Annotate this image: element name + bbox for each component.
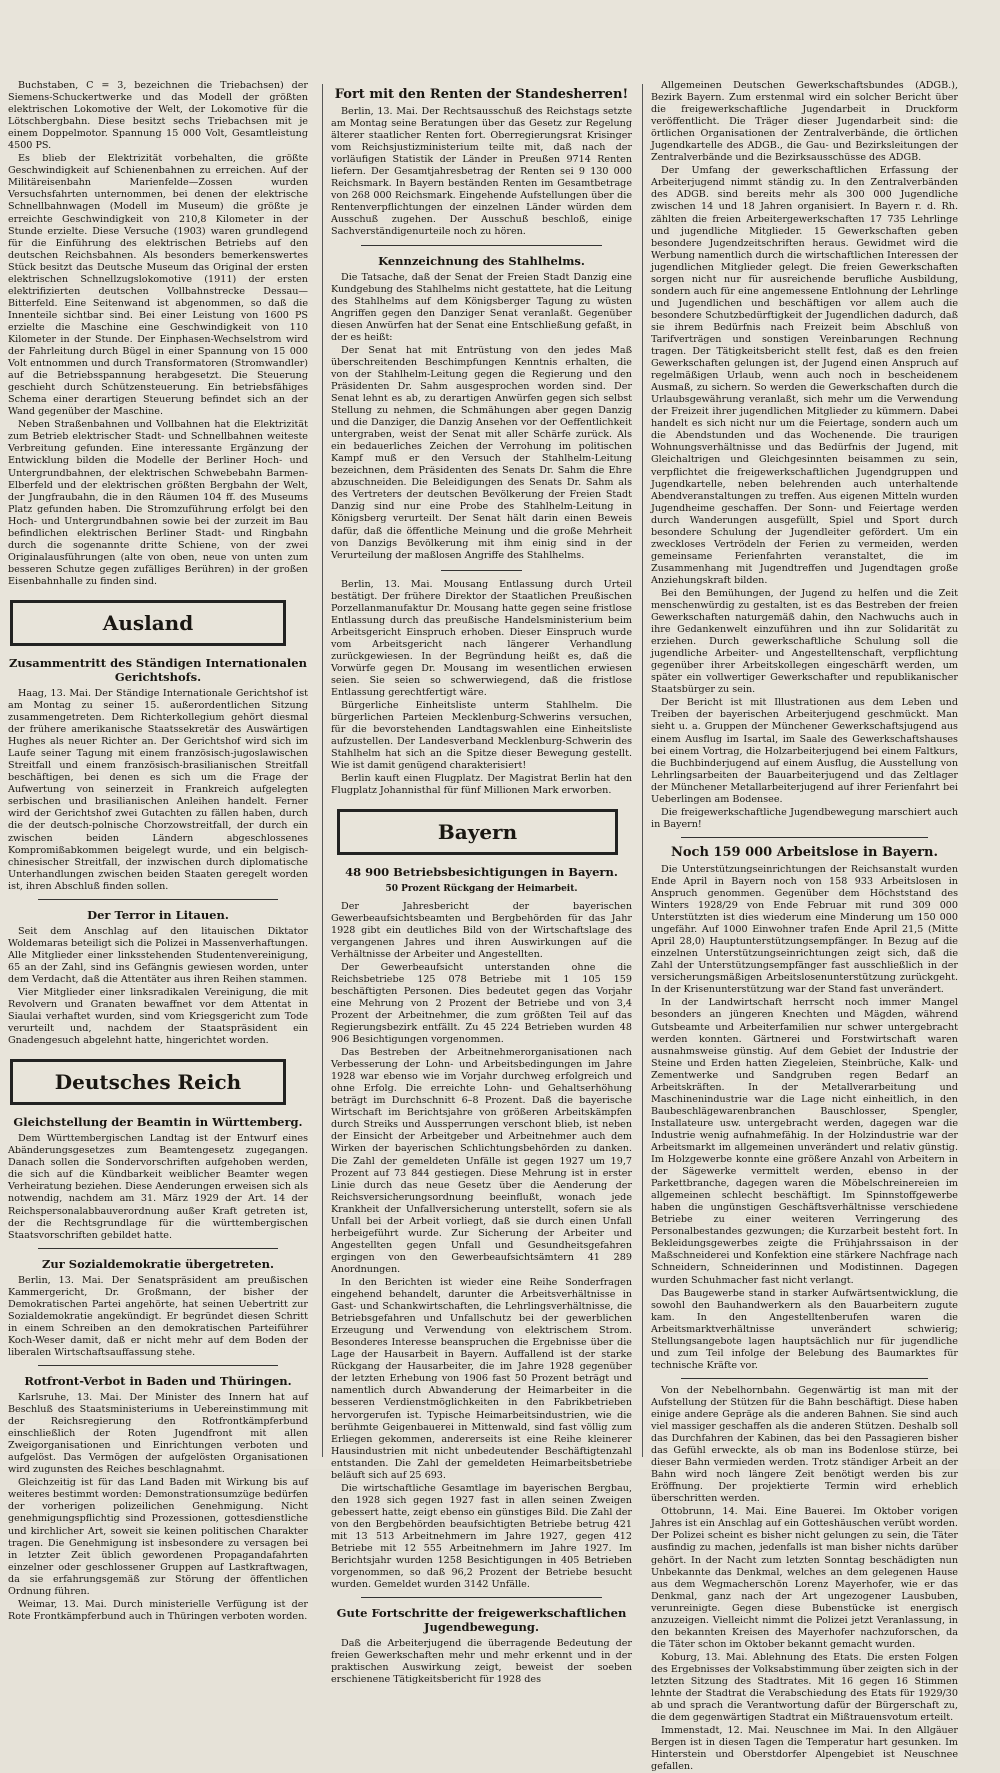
paragraph: Es blieb der Elektrizität vorbehalten, die größte Geschwindigkeit auf Schienenbahnen zu erreichen. Auf der Militäreisenbahn Marienfelde—Zossen wurden Versuchsfahrten unternommen, bei denen der elektrische Schnellbahnwagen (Modell im Museum) die größte je erreichte Geschwindigkeit von 210,8 Kilometer in der Stunde erzielte. Diese Versuche (1903) waren grundlegend für die Einführung des elektrischen Betriebs auf den deutschen Reichsbahnen. Als besonders bemerkenswertes Stück besitzt das Deutsche Museum das Original der ersten elektrischen Schnellzugslokomotive (1911) der ersten elektrifizierten deutschen Vollbahnstrecke Dessau—Bitterfeld. Eine Seitenwand ist abgenommen, so daß die Innenteile sichtbar sind. Bei einer Leistung von 1600 PS erzielte die Maschine eine Geschwindigkeit von 110 Kilometer in der Stunde. Der Einphasen-Wechselstrom wird der Fahrleitung durch Bügel in einer Spannung von 15 000 Volt entnommen und durch Transformatoren (Stromwandler) auf die Betriebsspannung herabgesetzt. Die Steuerung geschieht durch Schützensteuerung. Ein betriebsfähiges Schema einer derartigen Steuerung befindet sich an der Wand gegenüber der Maschine.	[8, 153, 308, 418]
paragraph: Die freigewerkschaftliche Jugendbewegung marschiert auch in Bayern!	[651, 806, 958, 830]
article-title: 48 900 Betriebsbesichtigungen in Bayern.	[345, 865, 618, 880]
paragraph: Die Unterstützungseinrichtungen der Reichsanstalt wurden Ende April in Bayern noch von 158 933 Arbeitslosen in Anspruch genommen. Gegenüber dem Höchststand des Winters 1928/29 von Ende Februar mit rund 309 000 Unterstützten ist dies wiederum eine Minderung um 150 000 ungefähr. Auf 1000 Einwohner trafen Ende April 21,5 (Mitte April 28,0) Hauptunterstützungsempfänger. In Bezug auf die einzelnen Unterstützungseinrichtungen zeigt sich, daß die Zahl der Unterstützungsempfänger fast ausschließlich in der versicherungsmäßigen Arbeitslosenunterstützung zurückgeht. In der Krisenunterstützung war der Stand fast unverändert.	[651, 863, 958, 996]
paragraph: Bei den Bemühungen, der Jugend zu helfen und die Zeit menschenwürdig zu gestalten, ist es das Bestreben der freien Gewerkschaften naturgemäß dahin, den Nachwuchs auch in ihre Gedankenwelt einzuführen und ihn zur Solidarität zu erziehen. Durch gewerkschaftliche Schulung soll die jugendliche Arbeiter- und Angestelltenschaft, verpflichtung gegenüber ihrer Arbeitskollegen eingeschärft werden, um später ein vollwertiger Gewerkschafter und republikanischer Staatsbürger zu sein.	[651, 587, 958, 696]
paragraph: Der Bericht ist mit Illustrationen aus dem Leben und Treiben der bayerischen Arbeiterjugend geschmückt. Man sieht u. a. Gruppen der Münchener Gewerkschaftsjugend aus einem Ausflug im Isartal, im Saale des Gewerkschaftshauses bei einem Vortrag, die Holzarbeiterjugend bei einem Faltkurs, die Buchbinderjugend auf einem Ausflug, die Ausstellung von Lehrlingsarbeiten der Bauarbeiterjugend und das Zeltlager der Münchener Metallarbeiterjugend auf ihrer Ferienfahrt bei Ueberlingen am Bodensee.	[651, 697, 958, 805]
paragraph: Koburg, 13. Mai. Ablehnung des Etats. Die ersten Folgen des Ergebnisses der Volksabstimmung über zeigten sich in der letzten Sitzung des Stadtrates. Mit 16 gegen 16 Stimmen lehnte der Stadtrat die Verabschiedung des Etats für 1929/30 ab und sprach die Verantwortung dafür der Bürgerschaft zu, die dem gegenwärtigen Stadtrat ein Mißtrauensvotum erteilt.	[651, 1651, 958, 1724]
section-heading-bayern: Bayern	[337, 809, 618, 855]
paragraph: Allgemeinen Deutschen Gewerkschaftsbundes (ADGB.), Bezirk Bayern. Zum erstenmal wird ein solcher Bericht über die freigewerkschaftliche Jugendarbeit in Druckform veröffentlicht. Die Träger dieser Jugendarbeit sind: die örtlichen Organisationen der Zentralverbände, die örtlichen Jugendkartelle des ADGB., die Gau- und Bezirksleitungen der Zentralverbände und die Bezirksausschüsse des ADGB.	[651, 80, 958, 164]
paragraph: Die wirtschaftliche Gesamtlage im bayerischen Bergbau, den 1928 sich gegen 1927 fast in allen seinen Zweigen gebessert hatte, zeigt ebenso ein günstiges Bild. Die Zahl der von den Bergbehörden beaufsichtigten Betriebe betrug 421 mit 13 513 Arbeitnehmern im Jahre 1927, gegen 412 Betriebe mit 12 555 Arbeitnehmern im Jahre 1927. Im Berichtsjahr wurden 1258 Besichtigungen in 405 Betrieben vorgenommen, so daß 96,2 Prozent der Betriebe besucht wurden. Gemeldet wurden 3142 Unfälle.	[331, 1482, 632, 1591]
paragraph: Von der Nebelhornbahn. Gegenwärtig ist man mit der Aufstellung der Stützen für die Bahn beschäftigt. Diese haben einige andere Gepräge als die anderen Bahnen. Sie sind auch viel massiger geschaffen als die anderen Stützen. Deshalb soll das Durchfahren der Kabinen, das bei den Passagieren bisher das Gefühl erweckte, als ob man ins Bodenlose stürze, bei dieser Bahn vermieden werden. Trotz ständiger Arbeit an der Bahn wird noch längere Zeit benötigt werden bis zur Eröffnung. Der projektierte Termin wird erheblich überschritten werden.	[651, 1384, 958, 1505]
paragraph: Der Umfang der gewerkschaftlichen Erfassung der Arbeiterjugend nimmt ständig zu. In den Zentralverbänden des ADGB. sind bereits mehr als 300 000 Jugendliche zwischen 14 und 18 Jahren organisiert. In Bayern r. d. Rh. zählten die freien Arbeitergewerkschaften 17 735 Lehrlinge und jugendliche Mitglieder. 15 Gewerkschaften geben besondere Jugendzeitschriften heraus. Gewidmet wird die Werbung namentlich durch die wirtschaftlichen Interessen der jugendlichen Mitglieder gelegt. Die freien Gewerkschaften sorgen nicht nur für ausreichende berufliche Ausbildung, sondern auch für eine angemessene Entlohnung der Lehrlinge und Jugendlichen und beschäftigen vor allem auch die besondere Schutzbedürftigkeit der Jugendlichen dadurch, daß sie ihrem Bedürfnis nach Freizeit beim Abschluß von Tarifverträgen und sonstigen Vereinbarungen Rechnung tragen. Der Tätigkeitsbericht stellt fest, daß es den freien Gewerkschaften gelungen ist, der Jugend einen Anspruch auf regelmäßigen Urlaub, wenn auch noch in bescheidenem Ausmaß, zu sichern. So werden die Gewerkschaften durch die Urlaubsgewährung veranlaßt, sich mehr um die Verwendung der Freizeit ihrer jugendlichen Mitglieder zu kümmern. Dabei handelt es sich nicht nur um die Feiertage, sondern auch um die Abendstunden und das Wochenende. Die traurigen Wohnungsverhältnisse und das Bedürfnis der Jugend, mit Gleichaltrigen und Gleichgesinnten beisammen zu sein, verpflichtet die freigewerkschaftlichen Jugendgruppen und Jugendkartelle, neben belehrenden auch unterhaltende Abendveranstaltungen zu treffen. Aus eigenen Mitteln wurden Jugendheime geschaffen. Der Sonn- und Feiertage werden durch Wanderungen ausgefüllt, Spiel und Sport durch besondere Schulung der Jugendleiter gefördert. Um ein zweckloses Vertrödeln der Ferien zu vermeiden, werden gemeinsame Ferienfahrten veranstaltet, die im Zusammenhang mit Jugendtreffen und Jugendtagen große Anziehungskraft bilden.	[651, 165, 958, 586]
paragraph: Berlin kauft einen Flugplatz. Der Magistrat Berlin hat den Flugplatz Johannisthal für fünf Millionen Mark erworben.	[331, 773, 632, 797]
article-title: Kennzeichnung des Stahlhelms.	[378, 253, 585, 268]
divider	[38, 1248, 278, 1249]
paragraph: Bürgerliche Einheitsliste unterm Stahlhelm. Die bürgerlichen Parteien Mecklenburg-Schwerins versuchen, für die bevorstehenden Landtagswahlen eine Einheitsliste aufzustellen. Der Landesverband Mecklenburg-Schwerin des Stahlhelm hat sich an die Spitze dieser Bewegung gestellt. Wie ist damit genügend charakterisiert!	[331, 700, 632, 772]
paragraph: Gleichzeitig ist für das Land Baden mit Wirkung bis auf weiteres bestimmt worden: Demonstrationsumzüge bedürfen der vorherigen polizeilichen Genehmigung. Nicht genehmigungspflichtig sind Prozessionen, gottesdienstliche und kirchlicher Art, soweit sie keinen politischen Charakter tragen. Die Genehmigung ist insbesondere zu versagen bei in letzter Zeit üblich gewordenen Propagandafahrten einzelner oder geschlossener Gruppen auf Lastkraftwagen, da sie erfahrungsgemäß zur Störung der öffentlichen Ordnung führen.	[8, 1477, 308, 1597]
divider	[361, 1597, 602, 1598]
paragraph: Daß die Arbeiterjugend die überragende Bedeutung der freien Gewerkschaften mehr und mehr erkennt und in der praktischen Auswirkung zeigt, beweist der soeben erschienene Tätigkeitsbericht für 1928 des	[331, 1638, 632, 1686]
paragraph: Neben Straßenbahnen und Vollbahnen hat die Elektrizität zum Betrieb elektrischer Stadt- und Schnellbahnen weiteste Verbreitung gefunden. Eine interessante Ergänzung der Entwicklung bilden die Modelle der Berliner Hoch- und Untergrundbahnen, der elektrischen Schwebebahn Barmen-Elberfeld und der elektrischen größten Bergbahn der Welt, der Jungfraubahn, die in den Räumen 104 ff. des Museums Platz gefunden haben. Die Stromzuführung erfolgt bei den Hoch- und Untergrundbahnen sowie bei der zurzeit im Bau befindlichen elektrischen Berliner Stadt- und Ringbahn durch die sogenannte dritte Schiene, von der zwei Originalausführungen (alte von oben, neue von unten zum besseren Schutze gegen zufälliges Berühren) in der großen Eisenbahnhalle zu finden sind.	[8, 419, 308, 587]
article-title: Fort mit den Renten der Standesherren!	[334, 87, 629, 102]
section-heading-deutsches-reich: Deutsches Reich	[10, 1059, 286, 1105]
article-title: Rotfront-Verbot in Baden und Thüringen.	[24, 1373, 292, 1388]
paragraph: Der Jahresbericht der bayerischen Gewerbeaufsichtsbeamten und Bergbehörden für das Jahr 1928 gibt ein deutliches Bild von der Wirtschaftslage des vergangenen Jahres und ihren Auswirkungen auf die Verhältnisse der Arbeiter und Angestellten.	[331, 900, 632, 960]
column-divider	[322, 84, 323, 1457]
paragraph: Berlin, 13. Mai. Der Senatspräsident am preußischen Kammergericht, Dr. Großmann, der bisher der Demokratischen Partei angehörte, hat seinen Uebertritt zur Sozialdemokratie angekündigt. Er begründet diesen Schritt in einem Schreiben an den demokratischen Parteiführer Koch-Weser damit, daß er nicht mehr auf dem Boden der liberalen Wirtschaftsauffassung stehe.	[8, 1274, 308, 1358]
paragraph: Seit dem Anschlag auf den litauischen Diktator Woldemaras beteiligt sich die Polizei in Massenverhaftungen. Alle Mitglieder einer linksstehenden Studentenvereinigung, 65 an der Zahl, sind ins Gefängnis gewiesen worden, unter dem Verdacht, daß die Attentäter aus ihren Reihen stammen.	[8, 925, 308, 985]
article-title: Der Terror in Litauen.	[87, 907, 229, 922]
column-divider	[642, 84, 643, 1457]
divider	[681, 1378, 928, 1379]
paragraph: In den Berichten ist wieder eine Reihe Sonderfragen eingehend behandelt, darunter die Arbeitsverhältnisse in Gast- und Schankwirtschaften, die Lehrlingsverhältnisse, die Betriebsgefahren und Unfallschutz bei der gewerblichen Erzeugung und Verwendung von elektrischem Strom. Besonderes Interesse beanspruchen die Ergebnisse über die Lage der Hausarbeit in Bayern. Auffallend ist der starke Rückgang der Hausarbeiter, die im Jahre 1928 gegenüber der letzten Erhebung von 1906 fast 50 Prozent beträgt und namentlich durch Abwanderung der Heimarbeiter in die besseren Verdienstmöglichkeiten in den Fabrikbetrieben hervorgerufen ist. Typische Heimarbeitsindustrien, wie die berühmte Geigenbauerei in Mittenwald, sind fast völlig zum Erliegen gekommen, andererseits ist eine Reihe kleinerer Hausindustrien mit nicht unbedeutender Beschäftigtenzahl entstanden. Die Zahl der gemeldeten Heimarbeitsbetriebe beläuft sich auf 25 693.	[331, 1276, 632, 1481]
divider	[38, 1365, 278, 1366]
article-subtitle: 50 Prozent Rückgang der Heimarbeit.	[385, 884, 578, 895]
article-title: Gute Fortschritte der freigewerkschaftlichen Jugendbewegung.	[336, 1606, 627, 1635]
divider	[361, 245, 602, 246]
paragraph: Buchstaben, C = 3, bezeichnen die Triebachsen) der Siemens-Schuckertwerke und das Modell der größten elektrischen Lokomotive der Welt, der Lokomotive für die Lötschbergbahn. Diese besitzt sechs Triebachsen mit je einem Doppelmotor. Spannung 15 000 Volt, Gesamtleistung 4500 PS.	[8, 80, 308, 152]
column-left	[8, 80, 308, 1622]
article-title: Gleichstellung der Beamtin in Württemberg.	[13, 1115, 303, 1130]
paragraph: Weimar, 13. Mai. Durch ministerielle Verfügung ist der Rote Frontkämpferbund auch in Thüringen verboten worden.	[8, 1598, 308, 1622]
paragraph: Das Baugewerbe stand in starker Aufwärtsentwicklung, die sowohl den Bauhandwerkern als den Bauarbeitern zugute kam. In den Angestelltenberufen waren die Arbeitsmarktverhältnisse unverändert schwierig; Stellungsangebote lagen hauptsächlich nur für jugendliche und zum Teil infolge der Belebung des Baumarktes für technische Kräfte vor.	[651, 1287, 958, 1371]
column-right	[651, 80, 958, 1773]
paragraph: Karlsruhe, 13. Mai. Der Minister des Innern hat auf Beschluß des Staatsministeriums in Uebereinstimmung mit der Reichsregierung den Rotfrontkämpferbund einschließlich der Roten Jugendfront mit allen Zweigorganisationen und Einrichtungen verboten und aufgelöst. Das Vermögen der aufgelösten Organisationen wird zugunsten des Reiches beschlagnahmt.	[8, 1391, 308, 1476]
column-middle	[331, 80, 632, 1686]
paragraph: Ottobrunn, 14. Mai. Eine Bauerei. Im Oktober vorigen Jahres ist ein Anschlag auf ein Gotteshäuschen verübt worden. Der Polizei scheint es bisher nicht gelungen zu sein, die Täter ausfindig zu machen, jedenfalls ist man bisher nichts darüber gehört. In der Nacht zum letzten Sonntag beschädigten nun Unbekannte das Denkmal, welches an dem gelegenen Hause aus dem Wegmacherschön Lorenz Mayerhofer, wie er das Denkmal, ganz nach der Art ungezogener Lausbuben, verunreinigte. Gegen diese Bubenstücke ist energisch anzuzeigen. Vielleicht nimmt die Polizei jetzt Veranlassung, in den bekannten Kreisen des Mayerhofer nachzuforschen, da die Täter schon im Oktober bekannt gemacht wurden.	[651, 1506, 958, 1650]
article-title: Zur Sozialdemokratie übergetreten.	[41, 1256, 274, 1271]
divider	[441, 570, 522, 571]
article-title: Zusammentritt des Ständigen Internationalen Gerichtshofs.	[9, 655, 307, 684]
paragraph: Immenstadt, 12. Mai. Neuschnee im Mai. In den Allgäuer Bergen ist in diesen Tagen die Temperatur hart gesunken. Im Hinterstein und Oberstdorfer Alpengebiet ist Neuschnee gefallen.	[651, 1725, 958, 1773]
paragraph: Berlin, 13. Mai. Mousang Entlassung durch Urteil bestätigt. Der frühere Direktor der Staatlichen Preußischen Porzellanmanufaktur Dr. Mousang hatte gegen seine fristlose Entlassung durch das preußische Handelsministerium beim Arbeitsgericht Einspruch erhoben. Dieser Einspruch wurde vom Arbeitsgericht nach längerer Verhandlung zurückgewiesen. In der Begründung heißt es, daß die Vorwürfe gegen Dr. Mousang im wesentlichen erwiesen seien. Sie seien so schwerwiegend, daß die fristlose Entlassung gerechtfertigt wäre.	[331, 578, 632, 699]
paragraph: Berlin, 13. Mai. Der Rechtsausschuß des Reichstags setzte am Montag seine Beratungen über das Gesetz zur Regelung älterer staatlicher Renten fort. Oberregierungsrat Krisinger vom Reichsjustizministerium teilte mit, daß nach der vorläufigen Statistik der Länder in Preußen 9714 Renten liefern. Der Gesamtjahresbetrag der Renten sei 9 130 000 Reichsmark. In Bayern beständen Renten im Gesamtbetrage von 268 000 Reichsmark. Eingehende Aufstellungen über die Rentenverpflichtungen der einzelnen Länder würden dem Ausschuß zugehen. Der Ausschuß beschloß, einige Sachverständigenurteile noch zu hören.	[331, 106, 632, 238]
paragraph: Haag, 13. Mai. Der Ständige Internationale Gerichtshof ist am Montag zu seiner 15. außerordentlichen Sitzung zusammengetreten. Dem Richterkollegium gehört diesmal der frühere amerikanische Staatssekretär des Auswärtigen Hughes als neuer Richter an. Der Gerichtshof wird sich im Laufe seiner Tagung mit einem französisch-jugoslawischen Streitfall und einem französisch-brasilianischen Streitfall beschäftigen, bei denen es sich um die Frage der Aufwertung von seinerzeit in Frankreich aufgelegten serbischen und brasilianischen Anleihen handelt. Ferner wird der Gerichtshof zwei Gutachten zu fällen haben, durch die der deutsch-polnische Chorzowstreitfall, der durch ein zwischen beiden Ländern abgeschlossenes Kompromißabkommen beigelegt wurde, und ein belgisch-chinesischer Streitfall, der inzwischen durch diplomatische Unterhandlungen zwischen beiden Staaten geregelt worden ist, ihren Abschluß finden sollen.	[8, 687, 308, 892]
paragraph: Dem Württembergischen Landtag ist der Entwurf eines Abänderungsgesetzes zum Beamtengesetz zugegangen. Danach sollen die Sondervorschriften aufgehoben werden, die sich auf die Kündbarkeit weiblicher Beamter wegen Verheiratung beziehen. Diese Aenderungen erweisen sich als notwendig, nachdem am 31. März 1929 der Art. 14 der Reichspersonalabbauverordnung außer Kraft getreten ist, der die Rechtsgrundlage für die württembergischen Staatsvorschriften gebildet hatte.	[8, 1133, 308, 1241]
paragraph: Die Tatsache, daß der Senat der Freien Stadt Danzig eine Kundgebung des Stahlhelms nicht gestattete, hat die Leitung des Stahlhelms auf dem Königsberger Tagung zu wüsten Angriffen gegen den Danziger Senat veranlaßt. Gegenüber diesen Anwürfen hat der Senat eine Entschließung gefaßt, in der es heißt:	[331, 271, 632, 343]
paragraph: In der Landwirtschaft herrscht noch immer Mangel besonders an jüngeren Knechten und Mägden, während Gutsbeamte und Arbeiterfamilien nur schwer untergebracht werden konnten. Gärtnerei und Forstwirtschaft waren ausnahmsweise günstig. Auf dem Gebiet der Industrie der Steine und Erden hatten Ziegeleien, Steinbrüche, Kalk- und Zementwerke und Sandgruben regen Bedarf an Arbeitskräften. In der Metallverarbeitung und Maschinenindustrie war die Lage nicht einheitlich, in den Baubeschlägewarenbranchen Bauschlosser, Spengler, Installateure usw. untergebracht werden, dagegen war die Industrie wenig aufnahmefähig. In der Holzindustrie war der Arbeitsmarkt im allgemeinen unverändert und relativ günstig. Im Holzgewerbe konnte eine größere Anzahl von Arbeitern in der Sägewerke vermittelt werden, ebenso in der Parkettbranche, dagegen waren die Möbelschreinereien im allgemeinen schlecht beschäftigt. Im Spinnstoffgewerbe haben die ungünstigen Geschäftsverhältnisse verschiedene Betriebe zu einer weiteren Verringerung des Personalbestandes gezwungen; die Kurzarbeit besteht fort. In Bekleidungsgewerbes zeigte die Frühjahrssaison in der Maßschneiderei und Konfektion eine stärkere Nachfrage nach Schneidern, Schneiderinnen und Modistinnen. Dagegen wurden Schuhmacher fast nicht verlangt.	[651, 997, 958, 1286]
article-title: Noch 159 000 Arbeitslose in Bayern.	[670, 844, 939, 860]
paragraph: Vier Mitglieder einer linksradikalen Vereinigung, die mit Revolvern und Granaten bewaffnet vor dem Attentat in Siaulai verhaftet wurden, sind vom Kriegsgericht zum Tode verurteilt und, nachdem der Staatspräsident ein Gnadengesuch abgelehnt hatte, hingerichtet worden.	[8, 987, 308, 1047]
divider	[38, 899, 278, 900]
section-heading-ausland: Ausland	[10, 600, 286, 646]
paragraph: Der Gewerbeaufsicht unterstanden ohne die Reichsbetriebe 125 078 Betriebe mit 1 105 159 beschäftigten Personen. Dies bedeutet gegen das Vorjahr eine Mehrung von 2 Prozent der Betriebe und von 3,4 Prozent der Arbeitnehmer, die zum größten Teil auf das Regierungsbezirk entfällt. Zu 45 224 Betrieben wurden 48 906 Besichtigungen vorgenommen.	[331, 961, 632, 1046]
paragraph: Der Senat hat mit Entrüstung von den jedes Maß überschreitenden Beschimpfungen Kenntnis erhalten, die von der Stahlhelm-Leitung gegen die Regierung und den Präsidenten Dr. Sahm ausgesprochen worden sind. Der Senat lehnt es ab, zu derartigen Anwürfen gegen sich selbst Stellung zu nehmen, die Schmähungen aber gegen Danzig und die Danziger, die Danzig Ansehen vor der Oeffentlichkeit untergraben, weist der Senat mit aller Schärfe zurück. Als ein bedauerliches Zeichen der Verrohung im politischen Kampf muß er den Versuch der Stahlhelm-Leitung bezeichnen, dem Präsidenten des Senats Dr. Sahm die Ehre abzuschneiden. Die Beleidigungen des Senats Dr. Sahm als des Vertreters der deutschen Bevölkerung der Freien Stadt Danzig sind nur eine Probe des Stahlhelm-Leitung in Königsberg verurteilt. Der Senat hält darin einen Beweis dafür, daß die öffentliche Meinung und die große Mehrheit von Danzigs Bevölkerung mit ihm einig sind in der Verurteilung der maßlosen Angriffe des Stahlhelms.	[331, 344, 632, 561]
divider	[681, 837, 928, 838]
paragraph: Das Bestreben der Arbeitnehmerorganisationen nach Verbesserung der Lohn- und Arbeitsbedingungen im Jahre 1928 war ebenso wie im Vorjahr durchweg erfolgreich und ohne Erfolg. Die erreichte Lohn- und Gehaltserhöhung beträgt im Durchschnitt 6–8 Prozent. Daß die bayerische Wirtschaft im Berichtsjahre von größeren Arbeitskämpfen durch Streiks und Aussperrungen verschont blieb, ist neben der Einsicht der Arbeitgeber und Arbeitnehmer auch dem Wirken der bayerischen Schlichtungsbehörden zu danken. Die Zahl der gemeldeten Unfälle ist gegen 1927 um 19,7 Prozent auf 73 844 gestiegen. Diese Mehrung ist in erster Linie durch das neue Gesetz über die Aenderung der Reichsversicherungsordnung beeinflußt, wonach jede Krankheit der Unfallversicherung unterstellt, sofern sie als Unfall bei der Arbeit vorliegt, daß sie durch einen Unfall herbeigeführt wurde. Zur Sicherung der Arbeiter und Angestellten gegen Unfall und Gesundheitsgefahren ergingen von den Gewerbeaufsichtsämtern 41 289 Anordnungen.	[331, 1047, 632, 1275]
